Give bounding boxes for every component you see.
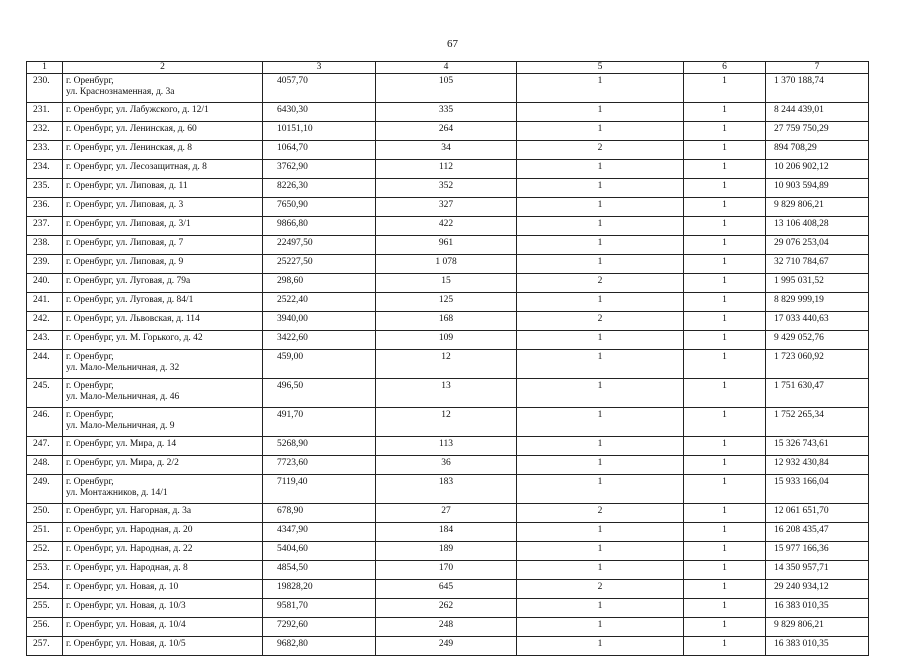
- address-cell: [63, 437, 263, 456]
- flag-cell: 1: [684, 274, 766, 293]
- row-number: 255.: [27, 599, 63, 618]
- category-cell: 1: [517, 179, 684, 198]
- table-row: [27, 408, 869, 437]
- table-row: [27, 504, 869, 523]
- amount-cell: 10 206 902,12: [766, 160, 869, 179]
- row-number: 238.: [27, 236, 63, 255]
- address-cell: [63, 217, 263, 236]
- amount-cell: 1 723 060,92: [766, 350, 869, 379]
- table-row: [27, 122, 869, 141]
- column-header: 4: [376, 62, 517, 74]
- address-cell: [63, 523, 263, 542]
- category-cell: 1: [517, 523, 684, 542]
- address-line: г. Оренбург, ул. Липовая, д. 11: [66, 181, 188, 191]
- area-cell: 4854,50: [263, 561, 376, 580]
- amount-cell: 12 061 651,70: [766, 504, 869, 523]
- table-body: [27, 74, 869, 656]
- address-line: г. Оренбург, ул. Львовская, д. 114: [66, 314, 200, 324]
- area-cell: 5404,60: [263, 542, 376, 561]
- address-line: г. Оренбург, ул. Липовая, д. 7: [66, 238, 184, 248]
- residents-cell: 262: [376, 599, 517, 618]
- amount-cell: 9 429 052,76: [766, 331, 869, 350]
- amount-cell: 8 244 439,01: [766, 103, 869, 122]
- category-cell: 1: [517, 456, 684, 475]
- address-line: ул. Мало-Мельничная, д. 46: [66, 392, 180, 402]
- address-line: г. Оренбург, ул. М. Горького, д. 42: [66, 333, 203, 343]
- address-line: г. Оренбург, ул. Липовая, д. 9: [66, 257, 184, 267]
- housing-registry-table: [26, 61, 869, 656]
- amount-cell: 1 751 630,47: [766, 379, 869, 408]
- table-row: [27, 456, 869, 475]
- amount-cell: 14 350 957,71: [766, 561, 869, 580]
- flag-cell: 1: [684, 74, 766, 103]
- row-number: 251.: [27, 523, 63, 542]
- table-row: [27, 274, 869, 293]
- area-cell: 5268,90: [263, 437, 376, 456]
- category-cell: 1: [517, 331, 684, 350]
- address-cell: [63, 379, 263, 408]
- amount-cell: 10 903 594,89: [766, 179, 869, 198]
- table-row: [27, 580, 869, 599]
- category-cell: 1: [517, 618, 684, 637]
- area-cell: 459,00: [263, 350, 376, 379]
- address-line: ул. Мало-Мельничная, д. 32: [66, 363, 180, 373]
- category-cell: 2: [517, 274, 684, 293]
- address-line: г. Оренбург, ул. Луговая, д. 84/1: [66, 295, 194, 305]
- amount-cell: 32 710 784,67: [766, 255, 869, 274]
- address-line: г. Оренбург, ул. Лесозащитная, д. 8: [66, 162, 207, 172]
- category-cell: 2: [517, 580, 684, 599]
- area-cell: 25227,50: [263, 255, 376, 274]
- flag-cell: 1: [684, 217, 766, 236]
- address-cell: [63, 561, 263, 580]
- address-line: ул. Монтажников, д. 14/1: [66, 488, 168, 498]
- column-header: 3: [263, 62, 376, 74]
- address-line: г. Оренбург, ул. Ленинская, д. 60: [66, 124, 197, 134]
- category-cell: 1: [517, 255, 684, 274]
- address-cell: [63, 312, 263, 331]
- row-number: 254.: [27, 580, 63, 599]
- address-cell: [63, 179, 263, 198]
- amount-cell: 17 033 440,63: [766, 312, 869, 331]
- table-row: [27, 437, 869, 456]
- flag-cell: 1: [684, 122, 766, 141]
- table-row: [27, 293, 869, 312]
- table-row: [27, 141, 869, 160]
- address-line: г. Оренбург, ул. Нагорная, д. 3а: [66, 506, 192, 516]
- row-number: 240.: [27, 274, 63, 293]
- address-line: ул. Краснознаменная, д. 3а: [66, 87, 175, 97]
- address-line: г. Оренбург,: [66, 381, 114, 391]
- amount-cell: 27 759 750,29: [766, 122, 869, 141]
- table-row: [27, 350, 869, 379]
- row-number: 252.: [27, 542, 63, 561]
- row-number: 245.: [27, 379, 63, 408]
- area-cell: 7292,60: [263, 618, 376, 637]
- address-line: ул. Мало-Мельничная, д. 9: [66, 421, 175, 431]
- address-line: г. Оренбург, ул. Мира, д. 14: [66, 439, 177, 449]
- category-cell: 1: [517, 637, 684, 656]
- table-row: [27, 74, 869, 103]
- amount-cell: 12 932 430,84: [766, 456, 869, 475]
- row-number: 250.: [27, 504, 63, 523]
- address-cell: [63, 350, 263, 379]
- residents-cell: 112: [376, 160, 517, 179]
- flag-cell: 1: [684, 236, 766, 255]
- flag-cell: 1: [684, 637, 766, 656]
- flag-cell: 1: [684, 580, 766, 599]
- flag-cell: 1: [684, 160, 766, 179]
- residents-cell: 170: [376, 561, 517, 580]
- amount-cell: 1 752 265,34: [766, 408, 869, 437]
- residents-cell: 327: [376, 198, 517, 217]
- row-number: 241.: [27, 293, 63, 312]
- category-cell: 1: [517, 599, 684, 618]
- address-line: г. Оренбург, ул. Липовая, д. 3/1: [66, 219, 191, 229]
- category-cell: 1: [517, 236, 684, 255]
- residents-cell: 27: [376, 504, 517, 523]
- address-line: г. Оренбург, ул. Народная, д. 20: [66, 525, 193, 535]
- amount-cell: 8 829 999,19: [766, 293, 869, 312]
- category-cell: 1: [517, 542, 684, 561]
- area-cell: 9581,70: [263, 599, 376, 618]
- column-header: 2: [63, 62, 263, 74]
- address-line: г. Оренбург, ул. Народная, д. 22: [66, 544, 193, 554]
- row-number: 232.: [27, 122, 63, 141]
- table-row: [27, 160, 869, 179]
- flag-cell: 1: [684, 599, 766, 618]
- category-cell: 1: [517, 379, 684, 408]
- area-cell: 3422,60: [263, 331, 376, 350]
- table-row: [27, 637, 869, 656]
- category-cell: 2: [517, 312, 684, 331]
- address-cell: [63, 580, 263, 599]
- row-number: 247.: [27, 437, 63, 456]
- area-cell: 9866,80: [263, 217, 376, 236]
- area-cell: 10151,10: [263, 122, 376, 141]
- flag-cell: 1: [684, 456, 766, 475]
- table-row: [27, 312, 869, 331]
- category-cell: 1: [517, 350, 684, 379]
- table-row: [27, 255, 869, 274]
- amount-cell: 16 383 010,35: [766, 637, 869, 656]
- address-line: г. Оренбург, ул. Мира, д. 2/2: [66, 458, 179, 468]
- category-cell: 1: [517, 561, 684, 580]
- table-row: [27, 618, 869, 637]
- column-header: 1: [27, 62, 63, 74]
- address-line: г. Оренбург, ул. Новая, д. 10: [66, 582, 179, 592]
- flag-cell: 1: [684, 523, 766, 542]
- area-cell: 678,90: [263, 504, 376, 523]
- address-line: г. Оренбург, ул. Луговая, д. 79а: [66, 276, 191, 286]
- residents-cell: 335: [376, 103, 517, 122]
- address-cell: [63, 504, 263, 523]
- residents-cell: 12: [376, 350, 517, 379]
- amount-cell: 16 208 435,47: [766, 523, 869, 542]
- address-cell: [63, 542, 263, 561]
- residents-cell: 168: [376, 312, 517, 331]
- residents-cell: 422: [376, 217, 517, 236]
- flag-cell: 1: [684, 475, 766, 504]
- amount-cell: 15 977 166,36: [766, 542, 869, 561]
- address-cell: [63, 475, 263, 504]
- table-row: [27, 217, 869, 236]
- table-row: [27, 198, 869, 217]
- area-cell: 6430,30: [263, 103, 376, 122]
- area-cell: 7119,40: [263, 475, 376, 504]
- amount-cell: 894 708,29: [766, 141, 869, 160]
- area-cell: 3940,00: [263, 312, 376, 331]
- category-cell: 1: [517, 437, 684, 456]
- table-row: [27, 379, 869, 408]
- table-row: [27, 236, 869, 255]
- area-cell: 491,70: [263, 408, 376, 437]
- flag-cell: 1: [684, 618, 766, 637]
- row-number: 243.: [27, 331, 63, 350]
- residents-cell: 352: [376, 179, 517, 198]
- residents-cell: 249: [376, 637, 517, 656]
- address-cell: [63, 122, 263, 141]
- address-cell: [63, 599, 263, 618]
- address-cell: [63, 103, 263, 122]
- row-number: 257.: [27, 637, 63, 656]
- area-cell: 2522,40: [263, 293, 376, 312]
- address-line: г. Оренбург, ул. Новая, д. 10/5: [66, 639, 186, 649]
- residents-cell: 961: [376, 236, 517, 255]
- category-cell: 1: [517, 122, 684, 141]
- row-number: 236.: [27, 198, 63, 217]
- address-cell: [63, 408, 263, 437]
- table-row: [27, 561, 869, 580]
- residents-cell: 109: [376, 331, 517, 350]
- residents-cell: 264: [376, 122, 517, 141]
- table-row: [27, 599, 869, 618]
- row-number: 246.: [27, 408, 63, 437]
- flag-cell: 1: [684, 198, 766, 217]
- flag-cell: 1: [684, 561, 766, 580]
- flag-cell: 1: [684, 379, 766, 408]
- flag-cell: 1: [684, 437, 766, 456]
- row-number: 237.: [27, 217, 63, 236]
- flag-cell: 1: [684, 179, 766, 198]
- area-cell: 3762,90: [263, 160, 376, 179]
- address-cell: [63, 331, 263, 350]
- row-number: 253.: [27, 561, 63, 580]
- address-cell: [63, 637, 263, 656]
- table-row: [27, 103, 869, 122]
- address-cell: [63, 456, 263, 475]
- residents-cell: 113: [376, 437, 517, 456]
- address-line: г. Оренбург, ул. Новая, д. 10/4: [66, 620, 186, 630]
- flag-cell: 1: [684, 331, 766, 350]
- flag-cell: 1: [684, 408, 766, 437]
- amount-cell: 13 106 408,28: [766, 217, 869, 236]
- row-number: 248.: [27, 456, 63, 475]
- address-line: г. Оренбург, ул. Ленинская, д. 8: [66, 143, 193, 153]
- address-cell: [63, 618, 263, 637]
- amount-cell: 15 326 743,61: [766, 437, 869, 456]
- category-cell: 1: [517, 103, 684, 122]
- area-cell: 298,60: [263, 274, 376, 293]
- amount-cell: 9 829 806,21: [766, 198, 869, 217]
- column-header: 6: [684, 62, 766, 74]
- address-line: г. Оренбург, ул. Липовая, д. 3: [66, 200, 184, 210]
- residents-cell: 105: [376, 74, 517, 103]
- residents-cell: 248: [376, 618, 517, 637]
- address-cell: [63, 274, 263, 293]
- address-cell: [63, 293, 263, 312]
- flag-cell: 1: [684, 504, 766, 523]
- area-cell: 1064,70: [263, 141, 376, 160]
- address-line: г. Оренбург, ул. Лабужского, д. 12/1: [66, 105, 209, 115]
- amount-cell: 9 829 806,21: [766, 618, 869, 637]
- address-line: г. Оренбург,: [66, 477, 114, 487]
- category-cell: 2: [517, 504, 684, 523]
- category-cell: 1: [517, 475, 684, 504]
- column-header: 7: [766, 62, 869, 74]
- address-line: г. Оренбург,: [66, 76, 114, 86]
- address-cell: [63, 198, 263, 217]
- address-line: г. Оренбург, ул. Новая, д. 10/3: [66, 601, 186, 611]
- column-header: 5: [517, 62, 684, 74]
- residents-cell: 34: [376, 141, 517, 160]
- flag-cell: 1: [684, 312, 766, 331]
- category-cell: 1: [517, 198, 684, 217]
- category-cell: 1: [517, 160, 684, 179]
- category-cell: 1: [517, 408, 684, 437]
- table-row: [27, 523, 869, 542]
- residents-cell: 12: [376, 408, 517, 437]
- category-cell: 1: [517, 74, 684, 103]
- row-number: 230.: [27, 74, 63, 103]
- amount-cell: 1 370 188,74: [766, 74, 869, 103]
- flag-cell: 1: [684, 350, 766, 379]
- flag-cell: 1: [684, 255, 766, 274]
- amount-cell: 16 383 010,35: [766, 599, 869, 618]
- address-cell: [63, 141, 263, 160]
- row-number: 244.: [27, 350, 63, 379]
- flag-cell: 1: [684, 141, 766, 160]
- residents-cell: 36: [376, 456, 517, 475]
- table-row: [27, 542, 869, 561]
- residents-cell: 1 078: [376, 255, 517, 274]
- amount-cell: 15 933 166,04: [766, 475, 869, 504]
- residents-cell: 184: [376, 523, 517, 542]
- residents-cell: 183: [376, 475, 517, 504]
- area-cell: 19828,20: [263, 580, 376, 599]
- address-cell: [63, 74, 263, 103]
- table-row: [27, 331, 869, 350]
- area-cell: 496,50: [263, 379, 376, 408]
- residents-cell: 13: [376, 379, 517, 408]
- address-cell: [63, 255, 263, 274]
- address-line: г. Оренбург,: [66, 410, 114, 420]
- area-cell: 8226,30: [263, 179, 376, 198]
- row-number: 233.: [27, 141, 63, 160]
- area-cell: 7650,90: [263, 198, 376, 217]
- category-cell: 2: [517, 141, 684, 160]
- row-number: 234.: [27, 160, 63, 179]
- flag-cell: 1: [684, 293, 766, 312]
- row-number: 231.: [27, 103, 63, 122]
- row-number: 249.: [27, 475, 63, 504]
- area-cell: 22497,50: [263, 236, 376, 255]
- amount-cell: 29 076 253,04: [766, 236, 869, 255]
- row-number: 256.: [27, 618, 63, 637]
- table-row: [27, 179, 869, 198]
- category-cell: 1: [517, 293, 684, 312]
- residents-cell: 15: [376, 274, 517, 293]
- table-row: [27, 475, 869, 504]
- column-number-row: [27, 62, 869, 74]
- flag-cell: 1: [684, 103, 766, 122]
- area-cell: 4347,90: [263, 523, 376, 542]
- address-line: г. Оренбург,: [66, 352, 114, 362]
- residents-cell: 189: [376, 542, 517, 561]
- area-cell: 7723,60: [263, 456, 376, 475]
- address-cell: [63, 236, 263, 255]
- residents-cell: 125: [376, 293, 517, 312]
- amount-cell: 1 995 031,52: [766, 274, 869, 293]
- row-number: 242.: [27, 312, 63, 331]
- row-number: 235.: [27, 179, 63, 198]
- row-number: 239.: [27, 255, 63, 274]
- area-cell: 9682,80: [263, 637, 376, 656]
- page-number: 67: [447, 38, 458, 50]
- address-line: г. Оренбург, ул. Народная, д. 8: [66, 563, 188, 573]
- address-cell: [63, 160, 263, 179]
- area-cell: 4057,70: [263, 74, 376, 103]
- residents-cell: 645: [376, 580, 517, 599]
- flag-cell: 1: [684, 542, 766, 561]
- category-cell: 1: [517, 217, 684, 236]
- amount-cell: 29 240 934,12: [766, 580, 869, 599]
